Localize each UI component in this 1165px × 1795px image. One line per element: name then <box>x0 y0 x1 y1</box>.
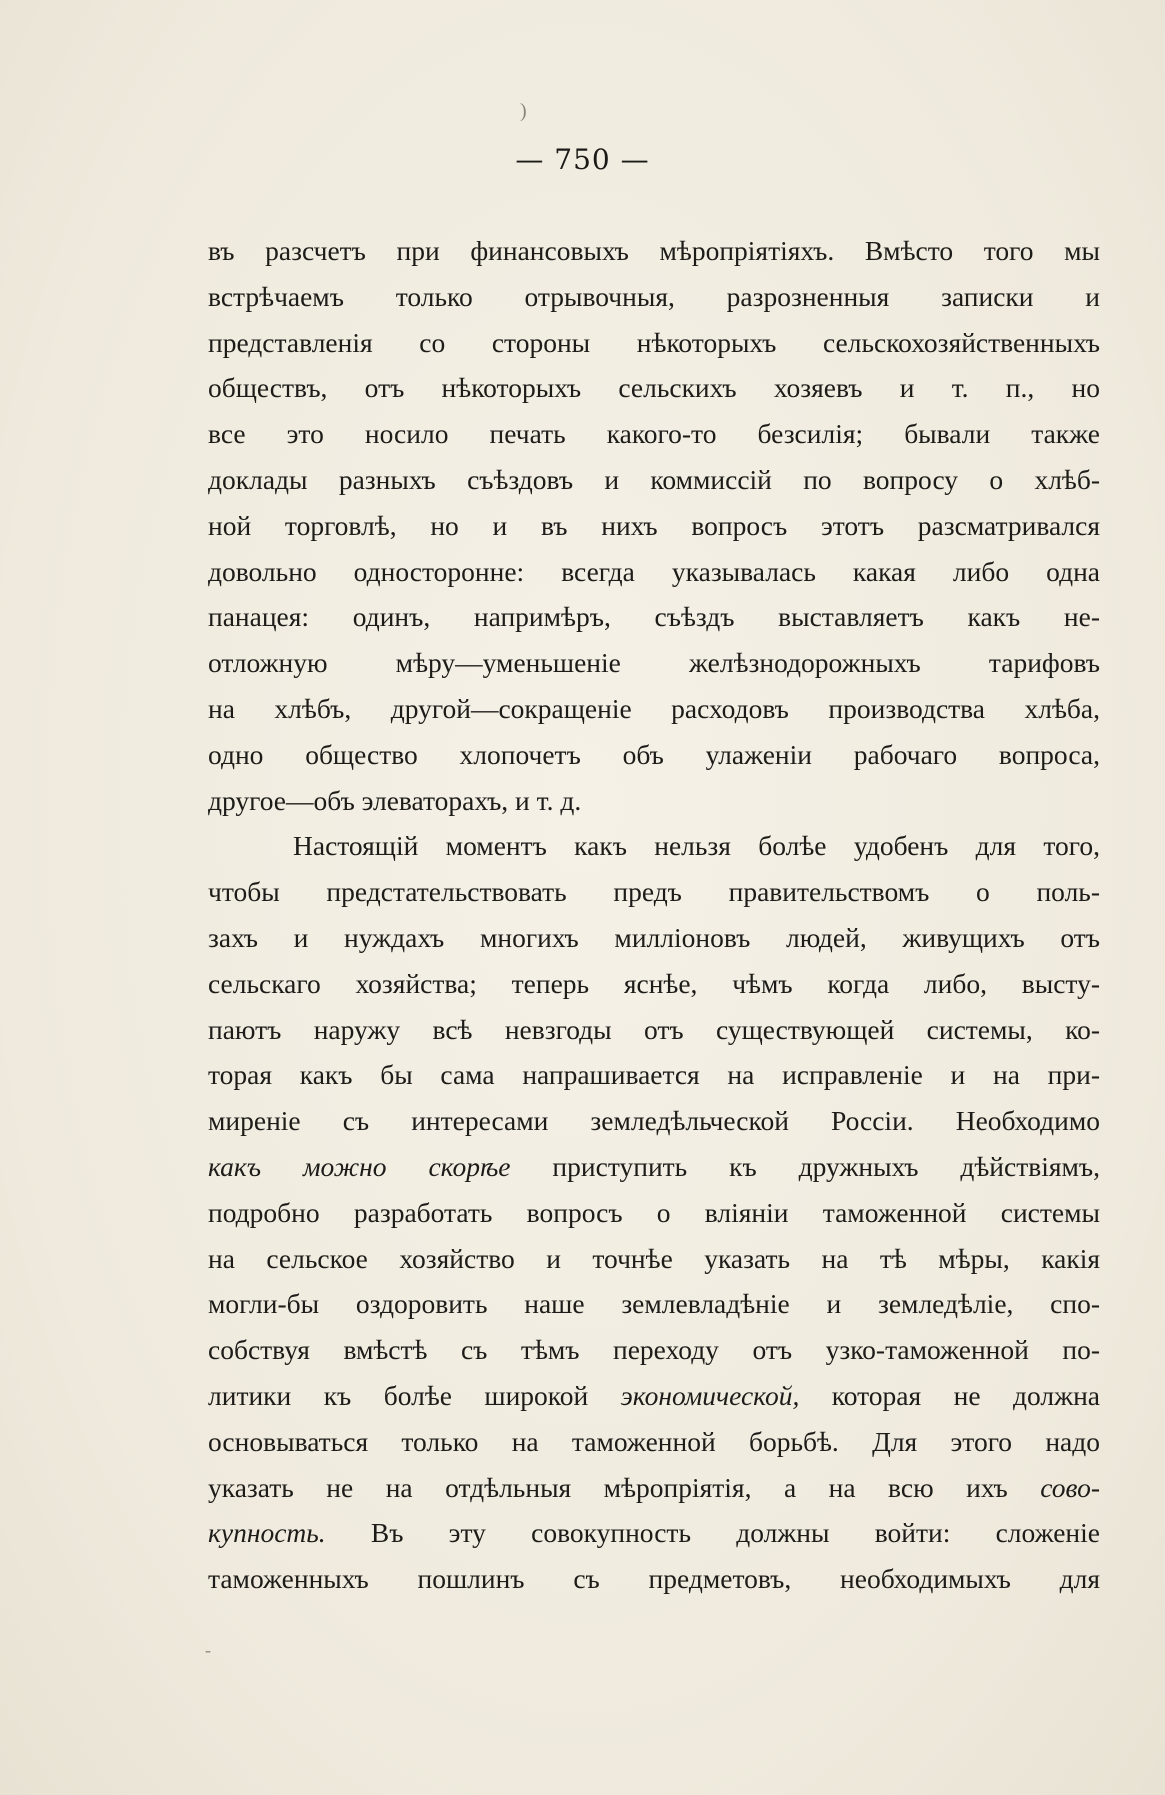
body-text <box>208 228 1100 1602</box>
italic-segment: сово- <box>1040 1471 1100 1503</box>
text-segment: панацея: одинъ, напримѣръ, съѣздъ выставляетъ какъ не- <box>208 601 1100 633</box>
text-segment: обществъ, отъ нѣкоторыхъ сельскихъ хозяевъ и т. п., но <box>208 372 1100 404</box>
text-segment: торая какъ бы сама напрашивается на исправленіе и на при- <box>208 1059 1100 1091</box>
margin-mark: ) <box>520 100 527 122</box>
text-line <box>208 869 1100 915</box>
text-segment: чтобы предстательствовать предъ правительствомъ о поль- <box>208 876 1100 908</box>
text-line <box>208 823 1100 869</box>
text-line <box>208 549 1100 595</box>
text-segment: отложную мѣру—уменьшеніе желѣзнодорожныхъ тарифовъ <box>208 647 1100 679</box>
italic-segment: экономической, <box>620 1379 800 1411</box>
text-line <box>208 778 1100 824</box>
text-segment: Настоящій моментъ какъ нельзя болѣе удобенъ для того, <box>293 830 1100 862</box>
text-segment: одно общество хлопочетъ объ улаженіи рабочаго вопроса, <box>208 738 1100 770</box>
text-line <box>208 1190 1100 1236</box>
text-segment: паютъ наружу всѣ невзгоды отъ существующей системы, ко- <box>208 1013 1100 1045</box>
text-line <box>208 320 1100 366</box>
text-line <box>208 1510 1100 1556</box>
text-line <box>208 1098 1100 1144</box>
text-line <box>208 961 1100 1007</box>
text-segment: ной торговлѣ, но и въ нихъ вопросъ этотъ разсматривался <box>208 509 1100 541</box>
text-line <box>208 732 1100 778</box>
text-line <box>208 915 1100 961</box>
text-line <box>208 1144 1100 1190</box>
text-line <box>208 1465 1100 1511</box>
text-segment: сельскаго хозяйства; теперь яснѣе, чѣмъ когда либо, высту- <box>208 967 1100 999</box>
text-segment: представленія со стороны нѣкоторыхъ сельскохозяйственныхъ <box>208 326 1100 358</box>
text-line <box>208 1052 1100 1098</box>
text-segment: Въ эту совокупность должны войти: сложеніе <box>325 1517 1100 1549</box>
italic-segment: какъ можно скорѣе <box>208 1150 511 1182</box>
text-segment: приступить къ дружныхъ дѣйствіямъ, <box>510 1150 1100 1182</box>
text-segment: въ разсчетъ при финансовыхъ мѣропріятіяхъ. Вмѣсто того мы <box>208 235 1100 266</box>
margin-mark: - <box>205 1640 211 1660</box>
text-segment: собствуя вмѣстѣ съ тѣмъ переходу отъ узко-таможенной по- <box>208 1334 1100 1366</box>
text-line <box>208 365 1100 411</box>
text-line <box>208 1373 1100 1419</box>
text-segment: все это носило печать какого-то безсилія; бывали также <box>208 418 1100 450</box>
text-line <box>208 503 1100 549</box>
text-line <box>208 1556 1100 1602</box>
text-segment: могли-бы оздоровить наше землевладѣніе и земледѣліе, спо- <box>208 1288 1100 1320</box>
text-line <box>208 640 1100 686</box>
text-segment: встрѣчаемъ только отрывочныя, разрозненныя записки и <box>208 280 1100 312</box>
text-segment: таможенныхъ пошлинъ съ предметовъ, необходимыхъ для <box>208 1563 1100 1595</box>
text-segment: на сельское хозяйство и точнѣе указать на тѣ мѣры, какія <box>208 1242 1100 1274</box>
text-segment: указать не на отдѣльныя мѣропріятія, а на всю ихъ <box>208 1471 1041 1503</box>
text-line <box>208 1007 1100 1053</box>
text-segment: другое—объ элеваторахъ, и т. д. <box>208 784 582 816</box>
italic-segment: купность. <box>208 1517 326 1549</box>
text-segment: литики къ болѣе широкой <box>208 1379 621 1411</box>
text-segment: которая не должна <box>799 1379 1100 1411</box>
text-segment: доклады разныхъ съѣздовъ и коммиссій по вопросу о хлѣб- <box>208 463 1100 495</box>
text-segment: основываться только на таможенной борьбѣ. Для этого надо <box>208 1425 1100 1457</box>
text-segment: миреніе съ интересами земледѣльческой Россіи. Необходимо <box>208 1105 1100 1137</box>
text-line <box>208 1236 1100 1282</box>
text-line <box>208 1327 1100 1373</box>
text-segment: захъ и нуждахъ многихъ милліоновъ людей, живущихъ отъ <box>208 921 1100 953</box>
text-line <box>208 1281 1100 1327</box>
text-line <box>208 686 1100 732</box>
text-segment: довольно односторонне: всегда указывалась какая либо одна <box>208 555 1100 587</box>
page-number: — 750 — <box>515 143 650 176</box>
text-line <box>208 228 1100 274</box>
text-segment: на хлѣбъ, другой—сокращеніе расходовъ производства хлѣба, <box>208 692 1100 724</box>
text-line <box>208 457 1100 503</box>
text-line <box>208 594 1100 640</box>
text-line <box>208 1419 1100 1465</box>
text-line <box>208 411 1100 457</box>
text-line <box>208 274 1100 320</box>
text-segment: подробно разработать вопросъ о вліяніи таможенной системы <box>208 1196 1100 1228</box>
